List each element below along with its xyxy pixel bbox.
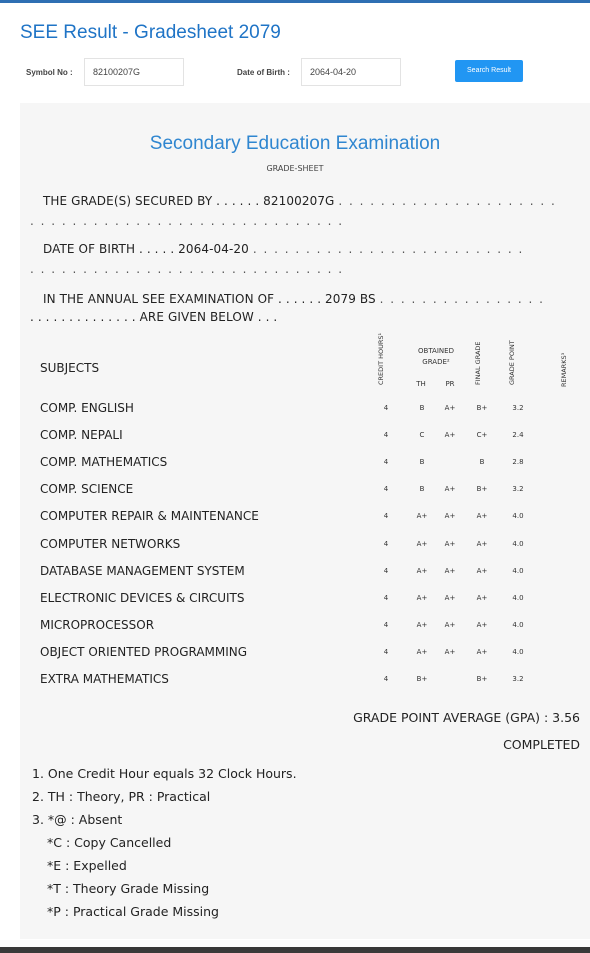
- final-grade: B: [479, 458, 485, 466]
- footnote-item: *T : Theory Grade Missing: [47, 881, 210, 896]
- grade-sheet-label: GRADE-SHEET: [266, 164, 324, 173]
- dob-input[interactable]: [301, 58, 401, 86]
- credit-hours-value: 4: [383, 458, 389, 466]
- theory-grade: A+: [416, 567, 428, 575]
- theory-grade: A+: [416, 621, 428, 629]
- exam-value: 2079 BS: [325, 292, 376, 306]
- theory-grade: B: [419, 458, 425, 466]
- credit-hours-value: 4: [383, 675, 389, 683]
- footnote-item: 3. *@ : Absent: [32, 812, 123, 827]
- dob-line: [43, 242, 524, 256]
- pr-header: PR: [445, 380, 455, 388]
- subject-name: COMP. ENGLISH: [40, 401, 134, 415]
- practical-grade: A+: [444, 404, 456, 412]
- bottom-bar: [0, 947, 590, 953]
- grade-point: 4.0: [512, 540, 524, 548]
- practical-grade: A+: [444, 431, 456, 439]
- subject-name: COMPUTER REPAIR & MAINTENANCE: [40, 509, 259, 523]
- practical-grade: A+: [444, 648, 456, 656]
- search-form: [0, 56, 590, 88]
- credit-hours-header: CREDIT HOURS¹: [377, 332, 385, 385]
- theory-grade: B: [419, 485, 425, 493]
- footnote-item: *E : Expelled: [47, 858, 127, 873]
- subject-name: COMP. MATHEMATICS: [40, 455, 168, 469]
- footnote-item: *C : Copy Cancelled: [47, 835, 172, 850]
- subject-name: EXTRA MATHEMATICS: [40, 672, 169, 686]
- footnote-item: *P : Practical Grade Missing: [47, 904, 219, 919]
- dotted-leader: . . . . . . . . . . . . . . . . . . . . . . . . . . . . . .: [30, 214, 344, 228]
- subject-name: OBJECT ORIENTED PROGRAMMING: [40, 645, 248, 659]
- symbol-label: Symbol No :: [26, 68, 73, 77]
- secured-by-line: [43, 194, 556, 208]
- theory-grade: B: [419, 404, 425, 412]
- subject-name: COMP. SCIENCE: [40, 482, 134, 496]
- final-grade: A+: [476, 594, 488, 602]
- search-result-button[interactable]: Search Result: [455, 60, 523, 82]
- credit-hours-value: 4: [383, 512, 389, 520]
- exam-prefix: IN THE ANNUAL SEE EXAMINATION OF . . . . . .: [43, 292, 322, 306]
- practical-grade: A+: [444, 621, 456, 629]
- final-grade: A+: [476, 567, 488, 575]
- credit-hours-value: 4: [383, 540, 389, 548]
- dob-value: 2064-04-20: [178, 242, 249, 256]
- obtained-grade-header-line1: OBTAINED: [418, 347, 454, 355]
- grade-point: 2.4: [512, 431, 524, 439]
- grade-point: 3.2: [512, 485, 524, 493]
- credit-hours-value: 4: [383, 648, 389, 656]
- theory-grade: A+: [416, 512, 428, 520]
- subject-name: COMP. NEPALI: [40, 428, 123, 442]
- credit-hours-value: 4: [383, 404, 389, 412]
- credit-hours-value: 4: [383, 431, 389, 439]
- credit-hours-value: 4: [383, 594, 389, 602]
- practical-grade: A+: [444, 540, 456, 548]
- subjects-header: SUBJECTS: [40, 361, 100, 375]
- grade-point: 4.0: [512, 648, 524, 656]
- symbol-input[interactable]: [84, 58, 184, 86]
- subject-name: ELECTRONIC DEVICES & CIRCUITS: [40, 591, 245, 605]
- secured-by-value: 82100207G: [263, 194, 335, 208]
- remarks-header: REMARKS³: [560, 352, 568, 387]
- final-grade-header: FINAL GRADE: [474, 341, 482, 385]
- theory-grade: A+: [416, 648, 428, 656]
- credit-hours-value: 4: [383, 485, 389, 493]
- dob-label: Date of Birth :: [237, 68, 290, 77]
- final-grade: B+: [476, 675, 488, 683]
- subject-name: DATABASE MANAGEMENT SYSTEM: [40, 564, 245, 578]
- credit-hours-value: 4: [383, 621, 389, 629]
- practical-grade: A+: [444, 567, 456, 575]
- practical-grade: A+: [444, 594, 456, 602]
- practical-grade: A+: [444, 512, 456, 520]
- grade-point: 3.2: [512, 404, 524, 412]
- grade-point-header: GRADE POINT: [508, 340, 516, 385]
- secured-by-prefix: THE GRADE(S) SECURED BY . . . . . .: [43, 194, 260, 208]
- final-grade: A+: [476, 621, 488, 629]
- grade-point: 2.8: [512, 458, 524, 466]
- final-grade: A+: [476, 648, 488, 656]
- dotted-leader: . . . . . . . . . . . . . . . . . . . . .: [338, 194, 557, 208]
- theory-grade: C: [419, 431, 425, 439]
- theory-grade: A+: [416, 594, 428, 602]
- dotted-leader: . . . . . . . . . . . . . . . .: [379, 292, 545, 306]
- grade-point: 4.0: [512, 567, 524, 575]
- exam-line: [43, 292, 544, 306]
- credit-hours-value: 4: [383, 567, 389, 575]
- theory-grade: A+: [416, 540, 428, 548]
- dotted-leader: . . . . . . . . . . . . . . . . . . . . . . . . . . . . . .: [30, 262, 344, 276]
- gpa-text: GRADE POINT AVERAGE (GPA) : 3.56: [353, 710, 580, 725]
- grade-point: 4.0: [512, 621, 524, 629]
- obtained-grade-header-line2: GRADE²: [422, 358, 450, 366]
- dob-prefix: DATE OF BIRTH . . . . .: [43, 242, 175, 256]
- result-status: COMPLETED: [503, 737, 580, 752]
- practical-grade: A+: [444, 485, 456, 493]
- final-grade: B+: [476, 485, 488, 493]
- footnote-item: 2. TH : Theory, PR : Practical: [32, 789, 211, 804]
- exam-title: Secondary Education Examination: [149, 133, 441, 154]
- dotted-leader: . . . . . . . . . . . . . . . . . . . . . . . . . .: [252, 242, 524, 256]
- page-title: SEE Result - Gradesheet 2079: [20, 22, 281, 43]
- subject-name: MICROPROCESSOR: [40, 618, 155, 632]
- top-accent-line: [0, 0, 590, 3]
- final-grade: A+: [476, 540, 488, 548]
- grade-point: 3.2: [512, 675, 524, 683]
- final-grade: B+: [476, 404, 488, 412]
- given-below-line: . . . . . . . . . . . . . . ARE GIVEN BELOW . . .: [30, 310, 278, 324]
- final-grade: A+: [476, 512, 488, 520]
- grade-point: 4.0: [512, 594, 524, 602]
- grade-point: 4.0: [512, 512, 524, 520]
- final-grade: C+: [476, 431, 488, 439]
- footnote-item: 1. One Credit Hour equals 32 Clock Hours.: [32, 766, 297, 781]
- th-header: TH: [416, 380, 426, 388]
- theory-grade: B+: [416, 675, 428, 683]
- subject-name: COMPUTER NETWORKS: [40, 537, 181, 551]
